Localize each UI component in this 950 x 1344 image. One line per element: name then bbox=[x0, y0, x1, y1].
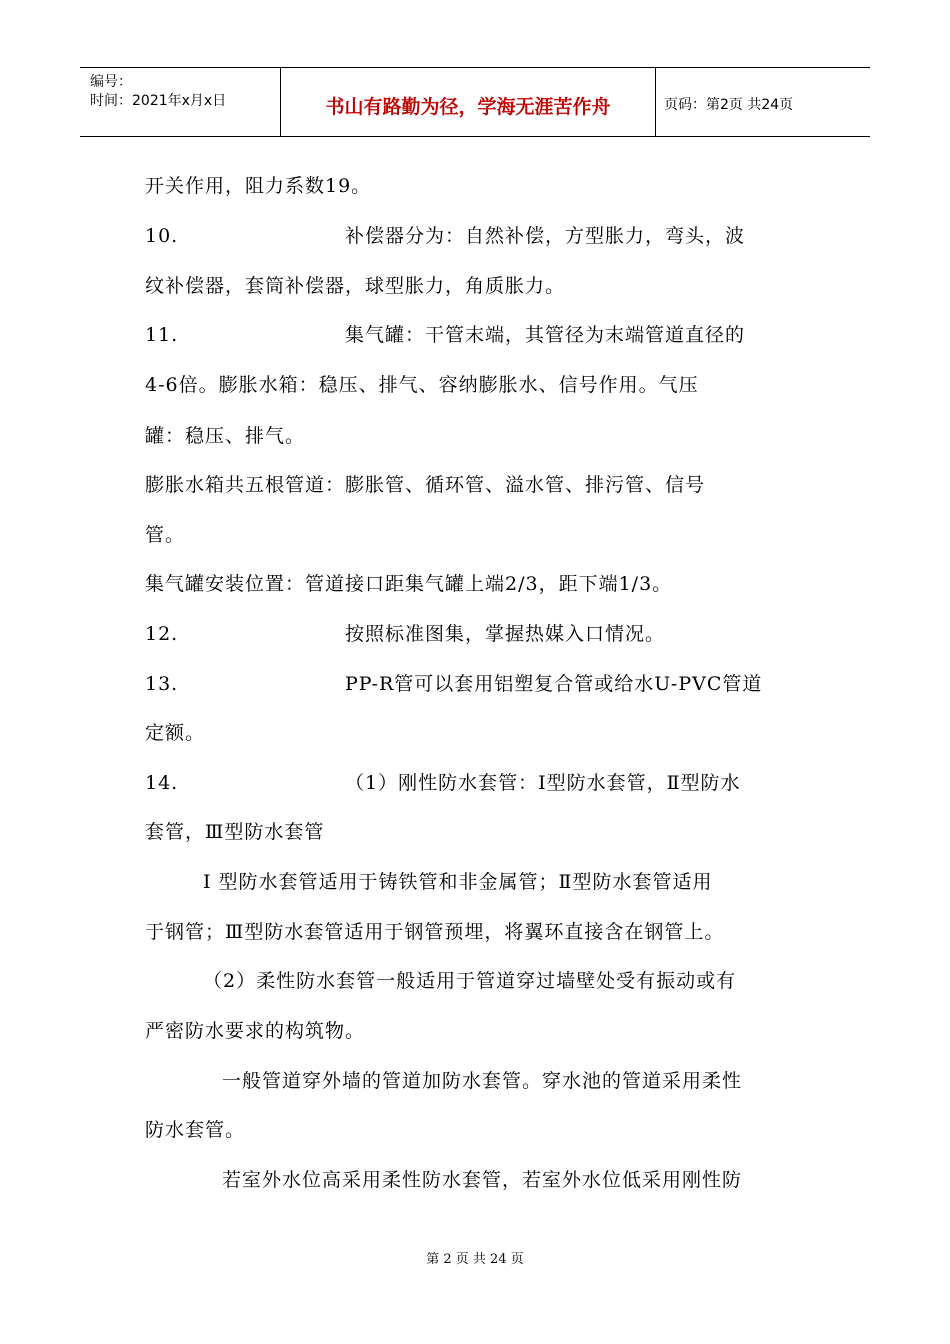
body-line: 按照标准图集，掌握热媒入口情况。 bbox=[345, 623, 666, 645]
document-number-label: 编号： bbox=[90, 74, 132, 90]
list-number: 11. bbox=[145, 324, 179, 346]
list-number: 14. bbox=[145, 772, 179, 794]
body-line: 集气罐安装位置：管道接口距集气罐上端2/3，距下端1/3。 bbox=[145, 573, 673, 595]
page-header bbox=[80, 67, 870, 137]
body-line: 补偿器分为：自然补偿，方型胀力，弯头，波 bbox=[345, 225, 746, 247]
body-line: 纹补偿器，套筒补偿器，球型胀力，角质胀力。 bbox=[145, 275, 566, 297]
body-line: Ⅰ 型防水套管适用于铸铁管和非金属管；Ⅱ型防水套管适用 bbox=[203, 871, 713, 893]
body-line: 开关作用，阻力系数19。 bbox=[145, 175, 372, 197]
body-line: 一般管道穿外墙的管道加防水套管。穿水池的管道采用柔性 bbox=[222, 1070, 743, 1092]
header-motto-cell bbox=[280, 68, 656, 136]
body-line: 若室外水位高采用柔性防水套管，若室外水位低采用刚性防 bbox=[222, 1169, 743, 1191]
body-line: PP-R管可以套用铝塑复合管或给水U-PVC管道 bbox=[345, 673, 763, 695]
body-line: 于钢管；Ⅲ型防水套管适用于钢管预埋，将翼环直接含在钢管上。 bbox=[145, 921, 725, 943]
body-line: 防水套管。 bbox=[145, 1119, 246, 1141]
list-number: 12. bbox=[145, 623, 179, 645]
body-line: 罐：稳压、排气。 bbox=[145, 425, 306, 447]
body-line: 套管，Ⅲ型防水套管 bbox=[145, 821, 325, 843]
header-motto: 书山有路勤为径，学海无涯苦作舟 bbox=[325, 96, 611, 118]
body-line: 4-6倍。膨胀水箱：稳压、排气、容纳膨胀水、信号作用。气压 bbox=[145, 374, 699, 396]
body-line: （2）柔性防水套管一般适用于管道穿过墙壁处受有振动或有 bbox=[203, 970, 737, 992]
body-line: （1）刚性防水套管：Ⅰ型防水套管，Ⅱ型防水 bbox=[345, 772, 741, 794]
list-number: 13. bbox=[145, 673, 179, 695]
body-line: 管。 bbox=[145, 524, 186, 546]
document-date: 时间：2021年x月x日 bbox=[90, 93, 227, 109]
body-line: 定额。 bbox=[145, 722, 206, 744]
body-line: 膨胀水箱共五根管道：膨胀管、循环管、溢水管、排污管、信号 bbox=[145, 474, 706, 496]
list-number: 10. bbox=[145, 225, 179, 247]
body-line: 集气罐：干管末端，其管径为末端管道直径的 bbox=[345, 324, 746, 346]
header-page-info: 页码：第2页 共24页 bbox=[664, 97, 794, 113]
page-footer: 第 2 页 共 24 页 bbox=[426, 1252, 524, 1267]
header-meta bbox=[80, 68, 280, 136]
body-line: 严密防水要求的构筑物。 bbox=[145, 1020, 366, 1042]
